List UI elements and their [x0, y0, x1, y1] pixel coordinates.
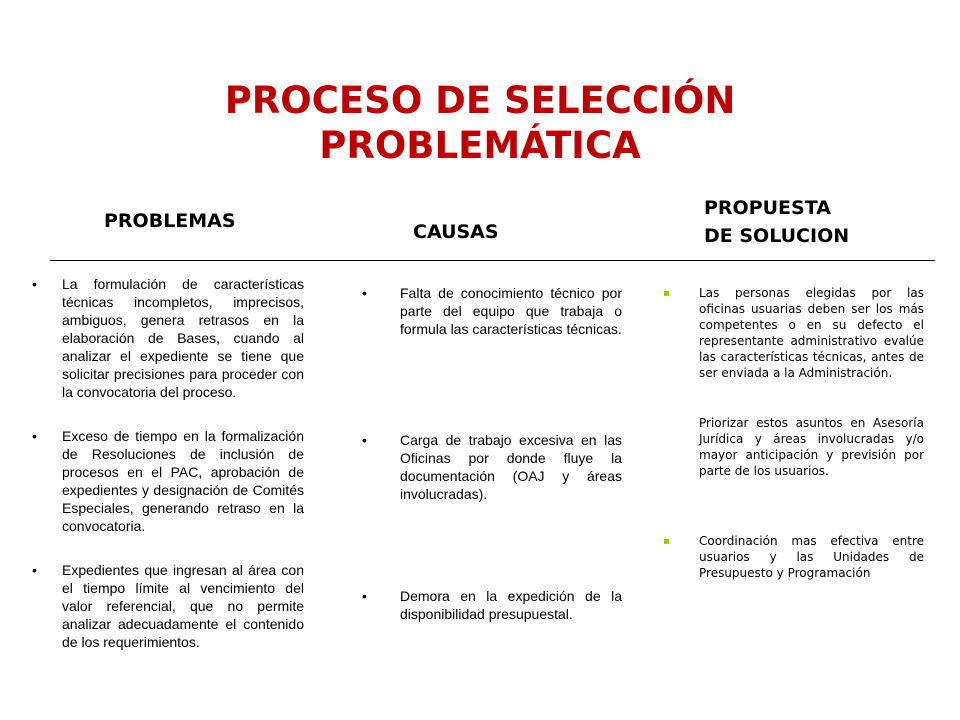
causas-list: [362, 284, 622, 623]
causas-header: CAUSAS: [413, 221, 499, 243]
causa-text: Falta de conocimiento técnico por parte del equipo que trabaja o formula las características técnicas.: [400, 285, 622, 337]
bullet-icon: •: [362, 588, 367, 604]
problemas-header: PROBLEMAS: [104, 210, 236, 232]
list-item: [362, 284, 622, 338]
propuesta-list: [662, 285, 924, 581]
square-bullet-icon: [664, 291, 669, 296]
bullet-icon: •: [362, 432, 367, 448]
problema-text: La formulación de características técnicas incompletos, imprecisos, ambiguos, genera retrasos en la elaboración de Bases, cuando al analizar el expediente se tiene que solicitar precisiones para proceder con la convocatoria del proceso.: [62, 276, 304, 400]
propuesta-header-line-1: PROPUESTA: [704, 197, 831, 219]
slide-title: [100, 78, 860, 168]
propuesta-header: [704, 194, 924, 250]
propuesta-text: Priorizar estos asuntos en Asesoría Jurídica y áreas involucradas y/o mayor anticipación y previsión por parte de los usuarios.: [699, 416, 924, 478]
problemas-list: [32, 275, 304, 651]
header-divider: [50, 260, 935, 261]
bullet-icon: •: [32, 276, 37, 292]
list-item: [32, 561, 304, 651]
list-item: [362, 587, 622, 623]
list-item: [32, 275, 304, 401]
causa-text: Carga de trabajo excesiva en las Oficinas por donde fluye la documentación (OAJ y áreas involucradas).: [400, 432, 622, 502]
propuesta-text: Las personas elegidas por las oficinas usuarias deben ser los más competentes o en su defecto el representante administrativo evalúe las características técnicas, antes de ser enviada a la Administración.: [699, 286, 924, 380]
square-bullet-icon: [664, 539, 669, 544]
list-item: [32, 427, 304, 535]
list-item: [362, 431, 622, 503]
bullet-icon: •: [32, 562, 37, 578]
list-item: [662, 415, 924, 479]
propuesta-header-line-2: DE SOLUCION: [704, 225, 850, 247]
slide-title-line-2: PROBLEMÁTICA: [319, 124, 641, 167]
list-item: [662, 533, 924, 581]
list-item: [662, 285, 924, 381]
slide-title-line-1: PROCESO DE SELECCIÓN: [224, 79, 736, 122]
problema-text: Expedientes que ingresan al área con el tiempo límite al vencimiento del valor referencial, que no permite analizar adecuadamente el contenido de los requerimientos.: [62, 562, 304, 650]
bullet-icon: •: [32, 428, 37, 444]
bullet-icon: •: [362, 285, 367, 301]
problema-text: Exceso de tiempo en la formalización de Resoluciones de inclusión de procesos en el PAC, aprobación de expedientes y designación de Comités Especiales, generando retraso en la convocatoria.: [62, 428, 304, 534]
propuesta-text: Coordinación mas efectiva entre usuarios y las Unidades de Presupuesto y Programación: [699, 534, 924, 580]
causa-text: Demora en la expedición de la disponibilidad presupuestal.: [400, 588, 622, 622]
